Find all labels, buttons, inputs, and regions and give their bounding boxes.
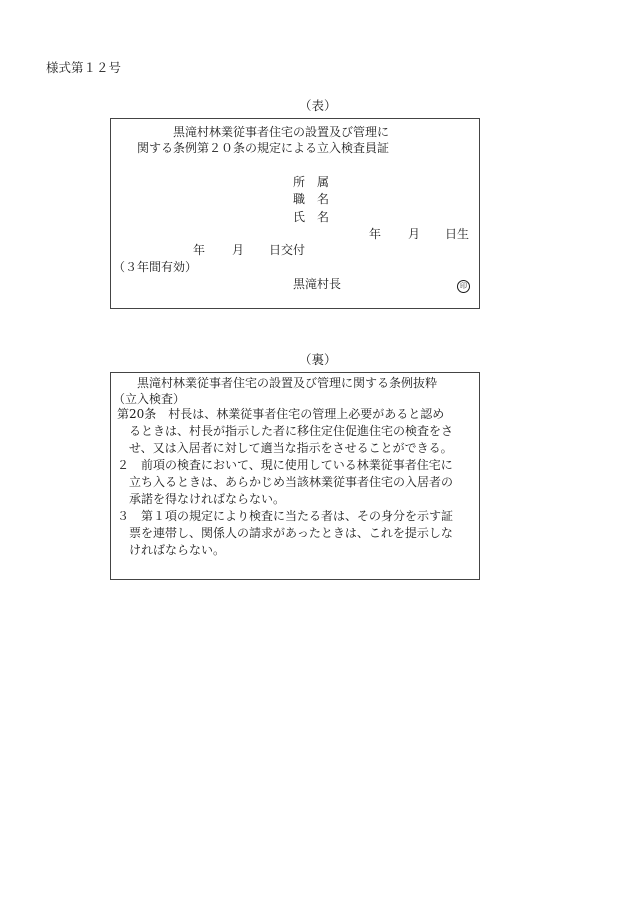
issuer-name: 黒滝村長: [293, 277, 342, 291]
article-line: るときは、村長が指示した者に移住定住促進住宅の検査をさ: [117, 424, 454, 438]
issue-day: 日交付: [269, 243, 306, 257]
back-card: [110, 372, 480, 580]
certificate-title-line2: 関する条例第２０条の規定による立入検査員証: [137, 141, 390, 155]
birth-year: 年: [369, 227, 382, 241]
validity-period: （３年間有効）: [113, 260, 198, 274]
front-card: [110, 118, 480, 309]
field-position: 職 名: [293, 192, 330, 206]
form-number: 様式第１２号: [46, 60, 122, 75]
issue-year: 年: [193, 243, 206, 257]
birth-month: 月: [408, 227, 421, 241]
back-side-label: （裏）: [299, 352, 337, 367]
article-line: 立ち入るときは、あらかじめ当該林業従事者住宅の入居者の: [117, 475, 454, 489]
seal-mark: [457, 278, 470, 293]
article-caption: （立入検査）: [113, 392, 186, 406]
article-line: ければならない。: [117, 543, 226, 557]
article-line: 第20条 村長は、林業従事者住宅の管理上必要があると認め: [117, 407, 445, 421]
article-line: 票を連帯し、関係人の請求があったときは、これを提示しな: [117, 526, 453, 540]
article-line: ３ 第１項の規定により検査に当たる者は、その身分を示す証: [117, 509, 454, 523]
article-line: 承諾を得なければならない。: [117, 492, 286, 506]
front-side-label: （表）: [299, 98, 337, 113]
field-name: 氏 名: [293, 210, 330, 224]
seal-icon: 印: [457, 280, 470, 293]
ordinance-excerpt-heading: 黒滝村林業従事者住宅の設置及び管理に関する条例抜粋: [137, 376, 438, 390]
field-affiliation: 所 属: [293, 175, 330, 189]
certificate-title-line1: 黒滝村林業従事者住宅の設置及び管理に: [173, 125, 390, 139]
article-text: [117, 406, 453, 559]
article-line: せ、又は入居者に対して適当な指示をさせることができる。: [117, 441, 453, 455]
birth-day: 日生: [445, 227, 470, 241]
issue-month: 月: [232, 243, 245, 257]
article-line: ２ 前項の検査において、現に使用している林業従事者住宅に: [117, 458, 453, 472]
